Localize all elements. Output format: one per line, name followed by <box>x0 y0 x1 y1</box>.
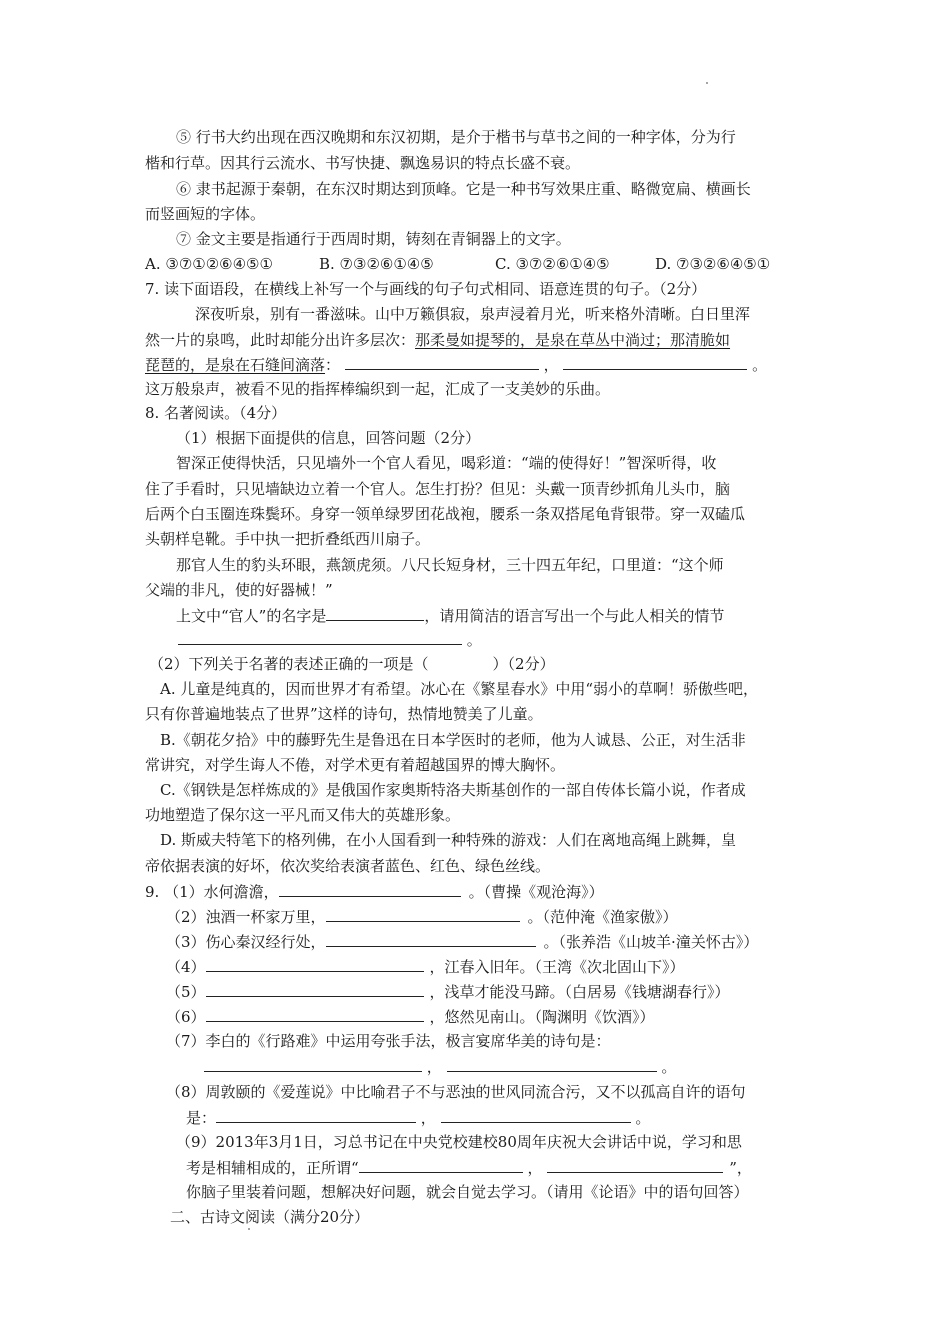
scan-speck <box>248 1228 250 1230</box>
q9-item9-close-quote: ”， <box>729 1159 752 1177</box>
q7-answer-blank-1[interactable] <box>345 353 539 370</box>
q9-item6 <box>166 1005 655 1027</box>
q9-blank-7b[interactable] <box>447 1055 657 1072</box>
q8-question <box>176 604 724 626</box>
q7-passage-line1: 深夜听泉，别有一番滋味。山中万籁俱寂，泉声浸着月光，听来格外清晰。白日里浑 <box>195 305 751 323</box>
q8-text-line5: 那官人生的豹头环眼，燕颔虎须。八尺长短身材，三十四五年纪，口里道：“这个师 <box>176 556 724 574</box>
q9-item6-number: （6） <box>166 1008 206 1026</box>
q8-sub2-text: （2）下列关于名著的表述正确的一项是（ <box>149 655 429 673</box>
q9-blank-2[interactable] <box>326 905 520 922</box>
q7-comma: ， <box>543 356 559 374</box>
q9-item8-line1: （8）周敦颐的《爱莲说》中比喻君子不与恶浊的世风同流合污，又不以孤高自许的语句 <box>166 1083 746 1101</box>
q9-item9-line1: （9）2013年3月1日，习总书记在中央党校建校80周年庆祝大会讲话中说，学习和思 <box>176 1133 742 1151</box>
q9-item2-source: 。（范仲淹《渔家傲》） <box>527 908 678 926</box>
q9-item7-comma: ， <box>426 1058 442 1076</box>
q8-sub1: （1）根据下面提供的信息，回答问题（2分） <box>176 429 481 447</box>
q9-item7-answer <box>204 1055 676 1077</box>
q9-item9-line2 <box>186 1156 752 1178</box>
q6-item5-line1: ⑤ 行书大约出现在西汉晚期和东汉初期，是介于楷书与草书之间的一种字体，分为行 <box>176 128 736 146</box>
q9-blank-6[interactable] <box>206 1005 424 1022</box>
q6-options <box>145 253 770 275</box>
q9-blank-8a[interactable] <box>216 1106 416 1123</box>
q9-item5 <box>166 980 730 1002</box>
q7-underlined-sentence-end: 琵琶的，是泉在石缝间滴落 <box>145 356 326 374</box>
q6-item6-line1: ⑥ 隶书起源于秦朝，在东汉时期达到顶峰。它是一种书写效果庄重、略微宽扁、横画长 <box>176 180 751 198</box>
q9-item1-text: 9. （1）水何澹澹， <box>145 883 279 901</box>
q9-item5-number: （5） <box>166 983 206 1001</box>
q9-item5-text: ，浅草才能没马蹄。（白居易《钱塘湖春行》） <box>429 983 730 1001</box>
q9-item1 <box>145 880 604 902</box>
q9-item9-text: 考是相辅相成的，正所谓“ <box>186 1159 359 1177</box>
scan-speck <box>706 82 708 84</box>
q8-text-line2: 住了手看时，只见墙缺边立着一个官人。怎生打扮？但见：头戴一顶青纱抓角儿头巾，脑 <box>145 480 731 498</box>
section-2-heading: 二、古诗文阅读（满分20分） <box>170 1208 370 1226</box>
q8-question-text-2: ，请用简洁的语言写出一个与此人相关的情节 <box>424 607 725 625</box>
q9-item8-line2 <box>186 1106 650 1128</box>
q7-period: 。 <box>752 356 768 374</box>
q7-passage-line3 <box>145 353 767 375</box>
q9-blank-7a[interactable] <box>204 1055 422 1072</box>
q9-item4-number: （4） <box>166 958 206 976</box>
q9-item8-label: 是： <box>186 1109 217 1127</box>
q8-option-b-line1: B.《朝花夕拾》中的藤野先生是鲁迅在日本学医时的老师，他为人诚恳、公正，对生活非 <box>160 731 746 749</box>
q9-item1-source: 。（曹操《观沧海》） <box>468 883 604 901</box>
q9-item3-text: （3）伤心秦汉经行处， <box>166 933 326 951</box>
q9-item7-period: 。 <box>661 1058 677 1076</box>
q7-passage-line2 <box>145 329 730 351</box>
q9-blank-5[interactable] <box>206 980 424 997</box>
q8-sub2-score: ）（2分） <box>492 655 555 673</box>
q9-item3-source: 。（张养浩《山坡羊·潼关怀古》） <box>543 933 759 951</box>
q7-stem: 7. 读下面语段，在横线上补写一个与画线的句子句式相同、语意连贯的句子。（2分） <box>145 280 707 298</box>
q8-text-line3: 后两个白玉圈连珠鬓环。身穿一领单绿罗团花战袍，腰系一条双搭尾龟背银带。穿一双磕瓜 <box>145 505 746 523</box>
q8-text-line1: 智深正使得快活，只见墙外一个官人看见，喝彩道：“端的使得好！”智深听得，收 <box>176 454 717 472</box>
q8-option-c-line1: C.《钢铁是怎样炼成的》是俄国作家奥斯特洛夫斯基创作的一部自传体长篇小说，作者成 <box>160 781 746 799</box>
q6-option-c[interactable]: C. ③⑦②⑥①④⑤ <box>495 255 610 273</box>
q9-item6-text: ，悠然见南山。（陶渊明《饮酒》） <box>429 1008 655 1026</box>
q8-option-a-line1: A. 儿童是纯真的，因而世界才有希望。冰心在《繁星春水》中用“弱小的草啊！骄傲些吧， <box>160 680 759 698</box>
q9-item7: （7）李白的《行路难》中运用夸张手法，极言宴席华美的诗句是： <box>166 1032 611 1050</box>
q9-blank-9a[interactable] <box>359 1156 523 1173</box>
q8-text-line4: 头朝样皂靴。手中执一把折叠纸西川扇子。 <box>145 530 431 548</box>
q9-blank-8b[interactable] <box>441 1106 631 1123</box>
q7-colon: ： <box>325 356 341 374</box>
q8-option-d-line1: D. 斯威夫特笔下的格列佛，在小人国看到一种特殊的游戏：人们在离地高绳上跳舞，皇 <box>160 831 737 849</box>
q8-stem: 8. 名著阅读。（4分） <box>145 404 287 422</box>
q6-item5-line2: 楷和行草。因其行云流水、书写快捷、飘逸易识的特点长盛不衰。 <box>145 154 581 172</box>
q8-name-blank[interactable] <box>326 604 424 621</box>
q8-option-a-line2: 只有你普遍地装点了世界”这样的诗句，热情地赞美了儿童。 <box>145 705 543 723</box>
q9-item9-line3: 你脑子里装着问题，想解决好问题，就会自觉去学习。（请用《论语》中的语句回答） <box>186 1183 749 1201</box>
q9-item4 <box>166 955 685 977</box>
q6-item6-line2: 而竖画短的字体。 <box>145 205 266 223</box>
q9-blank-3[interactable] <box>326 930 536 947</box>
q8-plot-line <box>178 628 482 650</box>
q6-option-a[interactable]: A. ③⑦①②⑥④⑤① <box>145 255 273 273</box>
q9-item2-text: （2）浊酒一杯家万里， <box>166 908 326 926</box>
q9-item8-comma: ， <box>420 1109 436 1127</box>
q8-plot-blank[interactable] <box>178 628 462 645</box>
q8-period: 。 <box>466 631 482 649</box>
q9-item3 <box>166 930 758 952</box>
q9-item9-comma: ， <box>527 1159 543 1177</box>
q8-sub2 <box>149 653 555 675</box>
q9-item2 <box>166 905 678 927</box>
q8-option-d-line2: 帝依据表演的好坏，依次奖给表演者蓝色、红色、绿色丝线。 <box>145 857 551 875</box>
q8-question-text: 上文中“官人”的名字是 <box>176 607 327 625</box>
q7-answer-blank-2[interactable] <box>563 353 747 370</box>
q9-blank-1[interactable] <box>279 880 461 897</box>
q6-item7: ⑦ 金文主要是指通行于西周时期，铸刻在青铜器上的文字。 <box>176 230 571 248</box>
q6-option-d[interactable]: D. ⑦③②⑥④⑤① <box>655 255 771 273</box>
q7-passage-line4: 这万般泉声，被看不见的指挥棒编织到一起，汇成了一支美妙的乐曲。 <box>145 380 611 398</box>
q6-option-b[interactable]: B. ⑦③②⑥①④⑤ <box>319 255 434 273</box>
q8-text-line6: 父端的非凡，使的好器械！” <box>145 581 333 599</box>
q7-underlined-sentence: 那柔曼如提琴的，是泉在草丛中淌过；那清脆如 <box>415 331 731 349</box>
q9-blank-4[interactable] <box>206 955 424 972</box>
q8-option-c-line2: 功地塑造了保尔这一平凡而又伟大的英雄形象。 <box>145 806 461 824</box>
q9-blank-9b[interactable] <box>547 1156 723 1173</box>
q8-option-b-line2: 常讲究，对学生诲人不倦，对学术更有着超越国界的博大胸怀。 <box>145 756 566 774</box>
q9-item8-period: 。 <box>635 1109 651 1127</box>
q9-item4-text: ，江春入旧年。（王湾《次北固山下》） <box>429 958 685 976</box>
q7-passage-text: 然一片的泉鸣，此时却能分出许多层次： <box>145 331 416 349</box>
